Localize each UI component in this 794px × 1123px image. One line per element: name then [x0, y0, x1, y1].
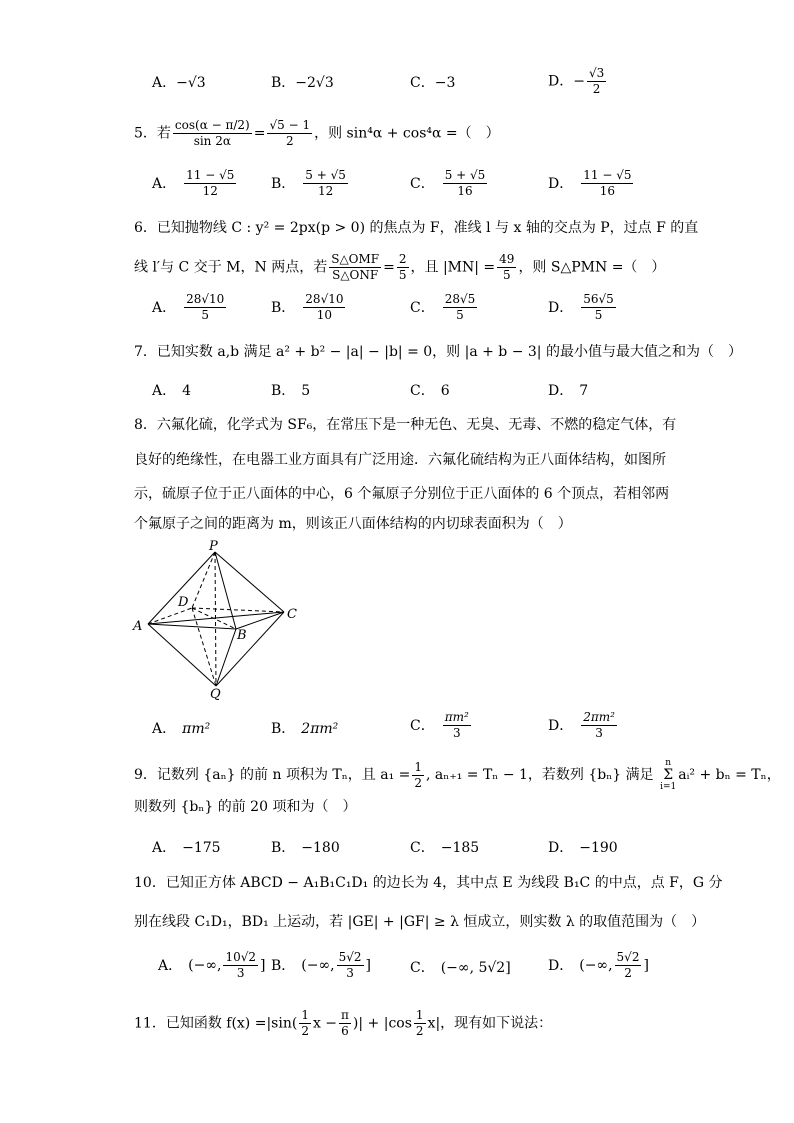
q8-option-a: A． πm² — [152, 721, 211, 737]
q6-option-d: D． $\frac{56√5}{5}$ — [548, 292, 614, 322]
q10-option-b: B． (−∞, $\frac{5√2}{3}$ ] — [271, 950, 371, 980]
q6-option-c: C． $\frac{28√5}{5}$ — [410, 292, 476, 322]
label-a: A — [133, 619, 143, 634]
question-10-line1: 10．已知正方体 ABCD − A₁B₁C₁D₁ 的边长为 4，其中点 E 为线段 B₁C 的中点，点 F，G 分 — [134, 875, 723, 891]
q6-option-a: A． $\frac{28√10}{5}$ — [152, 292, 225, 322]
q4-option-a: A．−√3 — [152, 75, 206, 91]
question-6-line2: 线 l′与 C 交于 M，N 两点，若 $\frac{\text{S△OMF}}{\text{S△ONF}}$ = $\frac{2}{5}$ ，且 |MN| = $\frac{49}{5}$ ，则 S△PMN =（ ） — [134, 252, 666, 282]
question-9-line1: 9．记数列 {aₙ} 的前 n 项积为 Tₙ，且 a₁ = $\frac{1}{2}$ , aₙ₊₁ = Tₙ − 1，若数列 {bₙ} 满足 n Σ i=1 aᵢ² + bₙ = Tₙ， — [134, 758, 781, 792]
q4-option-c: C．−3 — [410, 75, 456, 91]
q7-option-a: A． 4 — [152, 383, 192, 399]
question-7: 7．已知实数 a,b 满足 a² + b² − |a| − |b| = 0，则 |a + b − 3| 的最小值与最大值之和为（ ） — [134, 344, 742, 360]
q9-option-c: C． −185 — [410, 840, 480, 856]
q4-option-b: B．−2√3 — [271, 75, 334, 91]
q8-option-d: D． $\frac{\text{2πm²}}{3}$ — [548, 710, 615, 740]
question-8-line3: 示，硫原子位于正八面体的中心，6 个氟原子分别位于正八面体的 6 个顶点，若相邻两 — [134, 486, 670, 502]
q10-option-a: A． (−∞, $\frac{10√2}{3}$ ] — [158, 950, 266, 980]
label-d: D — [178, 595, 189, 610]
question-9-line2: 则数列 {bₙ} 的前 20 项和为（ ） — [134, 799, 357, 815]
label-p: P — [209, 539, 218, 554]
q7-option-c: C． 6 — [410, 383, 450, 399]
q9-option-d: D． −190 — [548, 840, 618, 856]
question-11: 11．已知函数 f(x) =|sin( $\frac{1}{2}$ x − $\frac{\pi}{6}$ )| + |cos $\frac{1}{2}$ x|，现有如下说法： — [134, 1008, 553, 1038]
question-8-line4: 个氟原子之间的距离为 m，则该正八面体结构的内切球表面积为（ ） — [134, 516, 572, 532]
question-5: 5．若 $\frac{\cos(\alpha - \pi/2)}{\sin 2\alpha}$ = $\frac{√5 - 1}{2}$ ，则 sin⁴α + cos⁴α =（ ） — [134, 118, 500, 148]
octahedron-figure — [130, 538, 310, 700]
q5-option-d: D． $\frac{11 - √5}{16}$ — [548, 168, 632, 198]
q5-option-a: A． $\frac{11 - √5}{12}$ — [152, 168, 235, 198]
q10-option-c: C． (−∞, 5√2] — [410, 960, 511, 976]
q8-option-b: B． 2πm² — [271, 721, 339, 737]
q7-option-b: B． 5 — [271, 383, 311, 399]
question-6-line1: 6．已知抛物线 C : y² = 2px(p > 0) 的焦点为 F，准线 l 与 x 轴的交点为 P，过点 F 的直 — [134, 220, 699, 236]
q9-option-a: A． −175 — [152, 840, 221, 856]
q5-option-b: B． $\frac{5 + √5}{12}$ — [271, 168, 346, 198]
q4-option-d: D．− $\frac{√3}{2}$ — [548, 66, 605, 96]
q7-option-d: D． 7 — [548, 383, 589, 399]
question-8-line1: 8．六氟化硫，化学式为 SF₆，在常压下是一种无色、无臭、无毒、不燃的稳定气体，有 — [134, 417, 677, 433]
q6-option-b: B． $\frac{28√10}{10}$ — [271, 292, 344, 322]
label-b: B — [237, 628, 247, 643]
q9-option-b: B． −180 — [271, 840, 340, 856]
q8-option-c: C． $\frac{\text{πm²}}{3}$ — [410, 710, 469, 740]
q5-option-c: C． $\frac{5 + √5}{16}$ — [410, 168, 486, 198]
label-c: C — [287, 607, 297, 622]
question-10-line2: 别在线段 C₁D₁，BD₁ 上运动，若 |GE| + |GF| ≥ λ 恒成立，则实数 λ 的取值范围为（ ） — [134, 914, 706, 930]
label-q: Q — [210, 687, 221, 700]
question-8-line2: 良好的绝缘性，在电器工业方面具有广泛用途．六氟化硫结构为正八面体结构，如图所 — [134, 452, 666, 468]
q10-option-d: D． (−∞, $\frac{5√2}{2}$ ] — [548, 950, 649, 980]
